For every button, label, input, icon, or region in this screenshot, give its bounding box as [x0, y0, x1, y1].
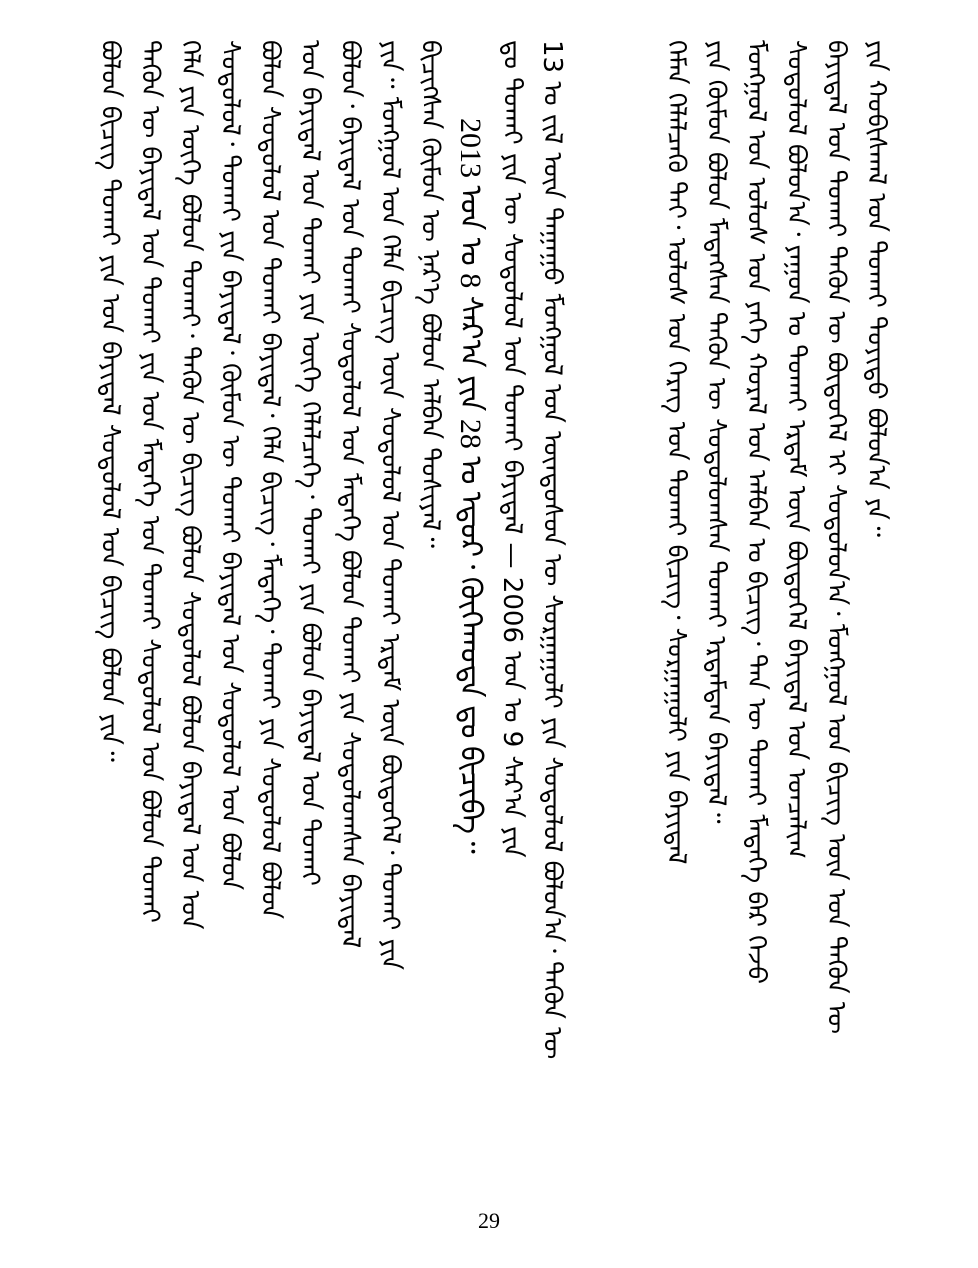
text-column-1: ᠶᠢᠨ ᠬᠤᠪᠢᠰᠬᠠᠯ ᠤᠨ ᠲᠤᠬᠠᠢ ᠲᠤᠶᠢᠲᠤ ᠪᠤᠯᠤᠨ᠎ᠠ ᠶᠠ᠃	[861, 40, 891, 538]
text-column-15: ᠰᠤᠳᠤᠯᠤᠯ᠂ ᠲᠤᠬᠠᠢ ᠶᠢᠨ ᠪᠠᠶᠢᠳᠠᠯ᠂ ᠬᠦᠮᠦᠨ ᠦ ᠲᠤᠬᠠᠢ ᠪᠠᠶᠢᠳᠠᠯ ᠤᠨ ᠰᠤᠳᠤᠯᠤᠯ ᠤᠨ ᠪᠤᠯᠤᠨ	[215, 40, 245, 891]
text-column-5: ᠶᠢᠨ ᠬᠦᠮᠦᠨ ᠪᠤᠯᠤᠨ ᠮᠡᠳᠡᠭᠰᠡᠨ ᠲᠡᠭᠦᠨ ᠦ ᠰᠤᠳᠤᠯᠤᠭᠰᠠᠨ ᠲᠤᠬᠠᠢ ᠡᠷᠳᠡᠮᠲᠡᠨ ᠪᠠᠶᠢᠳᠠᠯ᠃	[701, 40, 731, 824]
text-column-18: ᠪᠤᠯᠤᠨ ᠪᠢᠴᠢᠭ ᠲᠤᠬᠠᠢ ᠶᠢᠨ ᠤᠨ ᠪᠠᠶᠢᠳᠠᠯ ᠰᠤᠳᠤᠯᠤᠯ ᠤᠨ ᠪᠢᠴᠢᠭ ᠪᠤᠯᠤᠨ ᠶᠢᠨ᠃	[95, 40, 125, 762]
text-column-4: ᠮᠤᠩᠭᠤᠯ ᠤᠨ ᠤᠯᠤᠰ ᠤᠨ ᠶᠡᠬᠡ ᠬᠤᠷᠠᠯ ᠤᠨ ᠠᠯᠪᠠᠨ ᠤ ᠪᠢᠴᠢᠭ᠂ ᠲᠠᠨ ᠦ ᠲᠤᠬᠠᠢ ᠮᠡᠳᠡᠭᠡ ᠪᠡᠷ ᠭᠡᠵᠦ	[741, 40, 771, 984]
text-column-7: 13 ᠤ ᠵᠢᠯ ᠦᠨ ᠳᠠᠭᠠᠭᠤ ᠮᠤᠩᠭᠤᠯ ᠤᠨ ᠦᠨᠳᠦᠰᠦᠨ ᠦ ᠰᠤᠷᠭᠠᠭᠤᠯᠢ ᠶᠢᠨ ᠰᠤᠳᠤᠯᠤᠯ ᠪᠤᠯᠤᠨ᠎ᠠ᠂ ᠲᠡᠭᠦᠨ ᠦ	[537, 40, 567, 1060]
text-column-17: ᠲᠡᠭᠦᠨ ᠦ ᠪᠠᠶᠢᠳᠠᠯ ᠤᠨ ᠲᠤᠬᠠᠢ ᠶᠢᠨ ᠤᠨ ᠮᠡᠳᠡᠭᠡ ᠤᠨ ᠲᠤᠬᠠᠢ ᠰᠤᠳᠤᠯᠤᠯ ᠤᠨ ᠪᠤᠯᠤᠨ ᠲᠤᠬᠠᠢ	[135, 40, 165, 923]
text-column-3: ᠰᠤᠳᠤᠯᠤᠯ ᠪᠤᠯᠤᠨ᠎ᠠ᠂ ᠶᠠᠭᠤᠨ ᠤ ᠲᠤᠬᠠᠢ ᠡᠷᠳᠡᠮ ᠦᠨ ᠪᠦᠲᠦᠭᠡᠯ ᠪᠠᠶᠢᠳᠠᠯ ᠤᠨ ᠤᠨᠴᠠᠯᠢᠭ	[781, 40, 811, 859]
text-column-8: ᠳᠤ ᠲᠤᠬᠠᠢ ᠶᠢᠨ ᠦ ᠰᠤᠳᠤᠯᠤᠯ ᠤᠨ ᠲᠤᠬᠠᠢ ᠪᠠᠶᠢᠳᠠᠯ — 2006 ᠤᠨ ᠤ 9 ᠰᠠᠷ᠎ᠠ ᠶᠢᠨ	[497, 40, 527, 858]
text-column-16: ᠬᠡᠯᠡ ᠶᠢᠨ ᠦᠭᠡ ᠪᠤᠯᠤᠨ ᠲᠤᠬᠠᠢ᠂ ᠲᠡᠭᠦᠨ ᠦ ᠪᠢᠴᠢᠭ ᠪᠤᠯᠤᠨ ᠰᠤᠳᠤᠯᠤᠯ ᠪᠤᠯᠤᠨ ᠪᠠᠶᠢᠳᠠᠯ ᠤᠨ ᠤᠨ	[175, 40, 205, 930]
text-column-11: ᠶᠢᠨ᠃ ᠮᠤᠩᠭᠤᠯ ᠤᠨ ᠬᠡᠯᠡ ᠪᠢᠴᠢᠭ ᠦᠨ ᠰᠤᠳᠤᠯᠤᠯ ᠤᠨ ᠲᠤᠬᠠᠢ ᠡᠷᠳᠡᠮ ᠦᠨ ᠪᠦᠲᠦᠭᠡᠯ᠂ ᠲᠤᠬᠠᠢ ᠶᠢᠨ	[375, 40, 405, 971]
text-column-2: ᠪᠠᠶᠢᠳᠠᠯ ᠤᠨ ᠲᠤᠬᠠᠢ ᠲᠡᠭᠦᠨ ᠦ ᠪᠦᠲᠦᠭᠡᠯ ᠢ ᠰᠤᠳᠤᠯᠤᠨ᠎ᠠ᠂ ᠮᠤᠩᠭᠤᠯ ᠤᠨ ᠪᠢᠴᠢᠭ ᠦᠨ ᠤᠨ ᠲᠡᠭᠦᠨ ᠦ	[821, 40, 851, 1034]
page-number: 29	[478, 1208, 500, 1233]
text-column-13: ᠤᠨ ᠪᠠᠶᠢᠳᠠᠯ ᠤᠨ ᠲᠤᠬᠠᠢ ᠶᠢᠨ ᠦᠭᠡ ᠬᠡᠯᠡᠯᠴᠡᠭᠡ᠂ ᠲᠤᠬᠠᠢ ᠶᠢᠨ ᠪᠤᠯᠤᠨ ᠪᠠᠶᠢᠳᠠᠯ ᠤᠨ ᠲᠤᠬᠠᠢ	[295, 40, 325, 886]
text-column-14: ᠪᠤᠯᠤᠨ ᠰᠤᠳᠤᠯᠤᠯ ᠤᠨ ᠲᠤᠬᠠᠢ ᠪᠠᠶᠢᠳᠠᠯ᠂ ᠬᠡᠯᠡ ᠪᠢᠴᠢᠭ᠂ ᠮᠡᠳᠡᠭᠡ᠂ ᠲᠤᠬᠠᠢ ᠶᠢᠨ ᠰᠤᠳᠤᠯᠤᠯ ᠪᠤᠯᠤᠨ	[255, 40, 285, 919]
date-line: 2013 ᠤᠨ ᠤ 8 ᠰᠠᠷ᠎ᠠ ᠶᠢᠨ 28 ᠤ ᠡᠳᠦᠷ᠂ ᠬᠦᠬᠡᠬᠣᠲᠠ ᠳᠤ ᠪᠢᠴᠢᠪᠡ᠃	[454, 118, 487, 854]
signature-line: ᠪᠢᠴᠢᠭᠰᠡᠨ ᠬᠦᠮᠦᠨ ᠦ ᠨᠡᠷ᠎ᠡ ᠪᠤᠯᠤᠨ ᠠᠯᠪᠠᠨ ᠲᠤᠰᠢᠶᠠᠯ᠃	[415, 40, 445, 549]
text-column-6: ᠬᠡᠮᠡᠨ ᠬᠡᠯᠡᠯᠴᠡᠬᠦ ᠲᠠᠢ᠂ ᠤᠯᠤᠰ ᠤᠨ ᠬᠡᠷᠡᠭ ᠤᠨ ᠲᠤᠬᠠᠢ ᠪᠢᠴᠢᠭ᠂ ᠰᠤᠷᠭᠠᠭᠤᠯᠢ ᠶᠢᠨ ᠪᠠᠶᠢᠳᠠᠯ	[661, 40, 691, 865]
text-column-12: ᠪᠤᠯᠤᠨ᠂ ᠪᠠᠶᠢᠳᠠᠯ ᠤᠨ ᠲᠤᠬᠠᠢ ᠰᠤᠳᠤᠯᠤᠯ ᠤᠨ ᠮᠡᠳᠡᠭᠡ ᠪᠤᠯᠤᠨ ᠲᠤᠬᠠᠢ ᠶᠢᠨ ᠰᠤᠳᠤᠯᠤᠭᠰᠠᠨ ᠪᠠᠶᠢᠳᠠᠯ	[335, 40, 365, 949]
